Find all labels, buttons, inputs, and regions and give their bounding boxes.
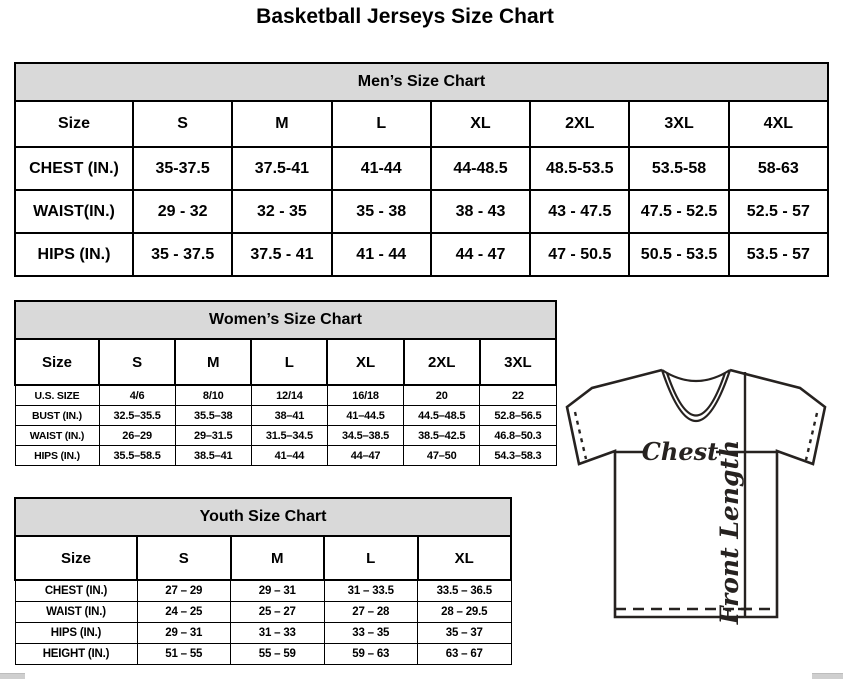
mens_chart-row-1-value-0: 29 - 32 <box>133 190 232 233</box>
youth_chart-row-2-label: HIPS (IN.) <box>15 623 137 644</box>
youth_chart-row-2-value-2: 33 – 35 <box>324 623 418 644</box>
mens_chart-row-1-value-4: 43 - 47.5 <box>530 190 629 233</box>
womens_chart-row-0-value-4: 20 <box>404 385 480 406</box>
mens_chart-row-2-value-1: 37.5 - 41 <box>232 233 331 276</box>
womens_chart-row-0-label: U.S. SIZE <box>15 385 99 406</box>
youth_chart-row-1-value-3: 28 – 29.5 <box>418 602 512 623</box>
mens_chart-row-0-value-6: 58-63 <box>729 147 828 190</box>
mens_chart-row-0-value-3: 44-48.5 <box>431 147 530 190</box>
womens_chart-row-2-value-4: 38.5–42.5 <box>404 426 480 446</box>
womens_chart-header-6: 3XL <box>480 339 556 385</box>
youth_chart-header-0: Size <box>15 536 137 580</box>
mens_chart-row-2-value-3: 44 - 47 <box>431 233 530 276</box>
womens_chart-header-1: S <box>99 339 175 385</box>
mens_chart-row-0-value-2: 41-44 <box>332 147 431 190</box>
youth_chart-title: Youth Size Chart <box>15 498 511 536</box>
youth_chart-header-3: L <box>324 536 418 580</box>
youth_chart-header-1: S <box>137 536 231 580</box>
youth_chart-row-0-value-0: 27 – 29 <box>137 580 231 602</box>
scrollbar-fragment-right[interactable] <box>812 673 843 679</box>
mens_chart-row-1-value-6: 52.5 - 57 <box>729 190 828 233</box>
womens_chart-row-3-value-1: 38.5–41 <box>175 446 251 466</box>
womens_chart-row-3-value-0: 35.5–58.5 <box>99 446 175 466</box>
womens_chart-row-0-value-1: 8/10 <box>175 385 251 406</box>
mens_chart-row-0-value-5: 53.5-58 <box>629 147 728 190</box>
womens_chart-row-2-value-1: 29–31.5 <box>175 426 251 446</box>
mens_chart-row-2-value-0: 35 - 37.5 <box>133 233 232 276</box>
womens_chart-row-3-label: HIPS (IN.) <box>15 446 99 466</box>
youth-size-table <box>14 497 512 665</box>
mens_chart-row-1-value-2: 35 - 38 <box>332 190 431 233</box>
youth_chart-row-3-label: HEIGHT (IN.) <box>15 644 137 665</box>
youth_chart-row-1-label: WAIST (IN.) <box>15 602 137 623</box>
mens_chart-row-0-value-0: 35-37.5 <box>133 147 232 190</box>
mens_chart-row-1-value-5: 47.5 - 52.5 <box>629 190 728 233</box>
womens_chart-row-1-value-4: 44.5–48.5 <box>404 406 480 426</box>
youth_chart-row-2-value-3: 35 – 37 <box>418 623 512 644</box>
womens_chart-row-0-value-0: 4/6 <box>99 385 175 406</box>
womens_chart-row-1-value-1: 35.5–38 <box>175 406 251 426</box>
womens_chart-row-2-label: WAIST (IN.) <box>15 426 99 446</box>
youth_chart-row-3-value-2: 59 – 63 <box>324 644 418 665</box>
mens_chart-row-2-value-2: 41 - 44 <box>332 233 431 276</box>
womens_chart-header-5: 2XL <box>404 339 480 385</box>
youth_chart-row-3-value-3: 63 – 67 <box>418 644 512 665</box>
youth_chart-row-3-value-1: 55 – 59 <box>231 644 325 665</box>
mens_chart-row-0-label: CHEST (IN.) <box>15 147 133 190</box>
mens_chart-row-0-value-4: 48.5-53.5 <box>530 147 629 190</box>
mens_chart-header-2: M <box>232 101 331 147</box>
mens_chart-row-1-label: WAIST(IN.) <box>15 190 133 233</box>
youth_chart-row-2-value-1: 31 – 33 <box>231 623 325 644</box>
mens_chart-header-1: S <box>133 101 232 147</box>
womens_chart-row-2-value-0: 26–29 <box>99 426 175 446</box>
womens_chart-header-2: M <box>175 339 251 385</box>
collar-v-inner-line <box>667 373 725 416</box>
womens_chart-row-1-value-0: 32.5–35.5 <box>99 406 175 426</box>
youth_chart-row-3-value-0: 51 – 55 <box>137 644 231 665</box>
mens_chart-row-0-value-1: 37.5-41 <box>232 147 331 190</box>
jersey-measurement-diagram <box>558 360 840 630</box>
youth_chart-row-1-value-0: 24 – 25 <box>137 602 231 623</box>
womens_chart-row-2-value-5: 46.8–50.3 <box>480 426 556 446</box>
mens_chart-header-7: 4XL <box>729 101 828 147</box>
front-length-measure-label: Front Length <box>715 439 744 625</box>
mens-size-table <box>14 62 829 277</box>
youth_chart-row-0-label: CHEST (IN.) <box>15 580 137 602</box>
womens_chart-header-0: Size <box>15 339 99 385</box>
womens_chart-row-3-value-4: 47–50 <box>404 446 480 466</box>
womens_chart-row-3-value-3: 44–47 <box>327 446 403 466</box>
mens_chart-header-6: 3XL <box>629 101 728 147</box>
youth_chart-row-1-value-1: 25 – 27 <box>231 602 325 623</box>
page-title: Basketball Jerseys Size Chart <box>256 5 554 28</box>
youth_chart-row-0-value-2: 31 – 33.5 <box>324 580 418 602</box>
womens_chart-row-1-value-5: 52.8–56.5 <box>480 406 556 426</box>
mens_chart-header-3: L <box>332 101 431 147</box>
womens_chart-row-2-value-3: 34.5–38.5 <box>327 426 403 446</box>
womens_chart-title: Women’s Size Chart <box>15 301 556 339</box>
mens_chart-row-2-value-4: 47 - 50.5 <box>530 233 629 276</box>
womens-size-table <box>14 300 557 466</box>
collar-v-outer-line <box>662 370 730 421</box>
womens_chart-row-0-value-2: 12/14 <box>251 385 327 406</box>
mens_chart-row-2-value-5: 50.5 - 53.5 <box>629 233 728 276</box>
collar-back-line <box>662 370 730 381</box>
youth_chart-header-4: XL <box>418 536 512 580</box>
youth_chart-row-2-value-0: 29 – 31 <box>137 623 231 644</box>
womens_chart-header-4: XL <box>327 339 403 385</box>
mens_chart-header-4: XL <box>431 101 530 147</box>
womens_chart-row-3-value-5: 54.3–58.3 <box>480 446 556 466</box>
womens_chart-header-3: L <box>251 339 327 385</box>
chest-measure-label: Chest <box>641 437 719 466</box>
mens_chart-row-1-value-1: 32 - 35 <box>232 190 331 233</box>
youth_chart-row-0-value-3: 33.5 – 36.5 <box>418 580 512 602</box>
mens_chart-header-5: 2XL <box>530 101 629 147</box>
scrollbar-fragment-left[interactable] <box>0 673 25 679</box>
jersey-outline <box>567 370 825 617</box>
womens_chart-row-1-value-3: 41–44.5 <box>327 406 403 426</box>
womens_chart-row-0-value-3: 16/18 <box>327 385 403 406</box>
mens_chart-row-1-value-3: 38 - 43 <box>431 190 530 233</box>
womens_chart-row-0-value-5: 22 <box>480 385 556 406</box>
youth_chart-row-0-value-1: 29 – 31 <box>231 580 325 602</box>
womens_chart-row-1-label: BUST (IN.) <box>15 406 99 426</box>
womens_chart-row-1-value-2: 38–41 <box>251 406 327 426</box>
womens_chart-row-3-value-2: 41–44 <box>251 446 327 466</box>
mens_chart-header-0: Size <box>15 101 133 147</box>
mens_chart-row-2-label: HIPS (IN.) <box>15 233 133 276</box>
womens_chart-row-2-value-2: 31.5–34.5 <box>251 426 327 446</box>
youth_chart-row-1-value-2: 27 – 28 <box>324 602 418 623</box>
mens_chart-row-2-value-6: 53.5 - 57 <box>729 233 828 276</box>
mens_chart-title: Men’s Size Chart <box>15 63 828 101</box>
youth_chart-header-2: M <box>231 536 325 580</box>
